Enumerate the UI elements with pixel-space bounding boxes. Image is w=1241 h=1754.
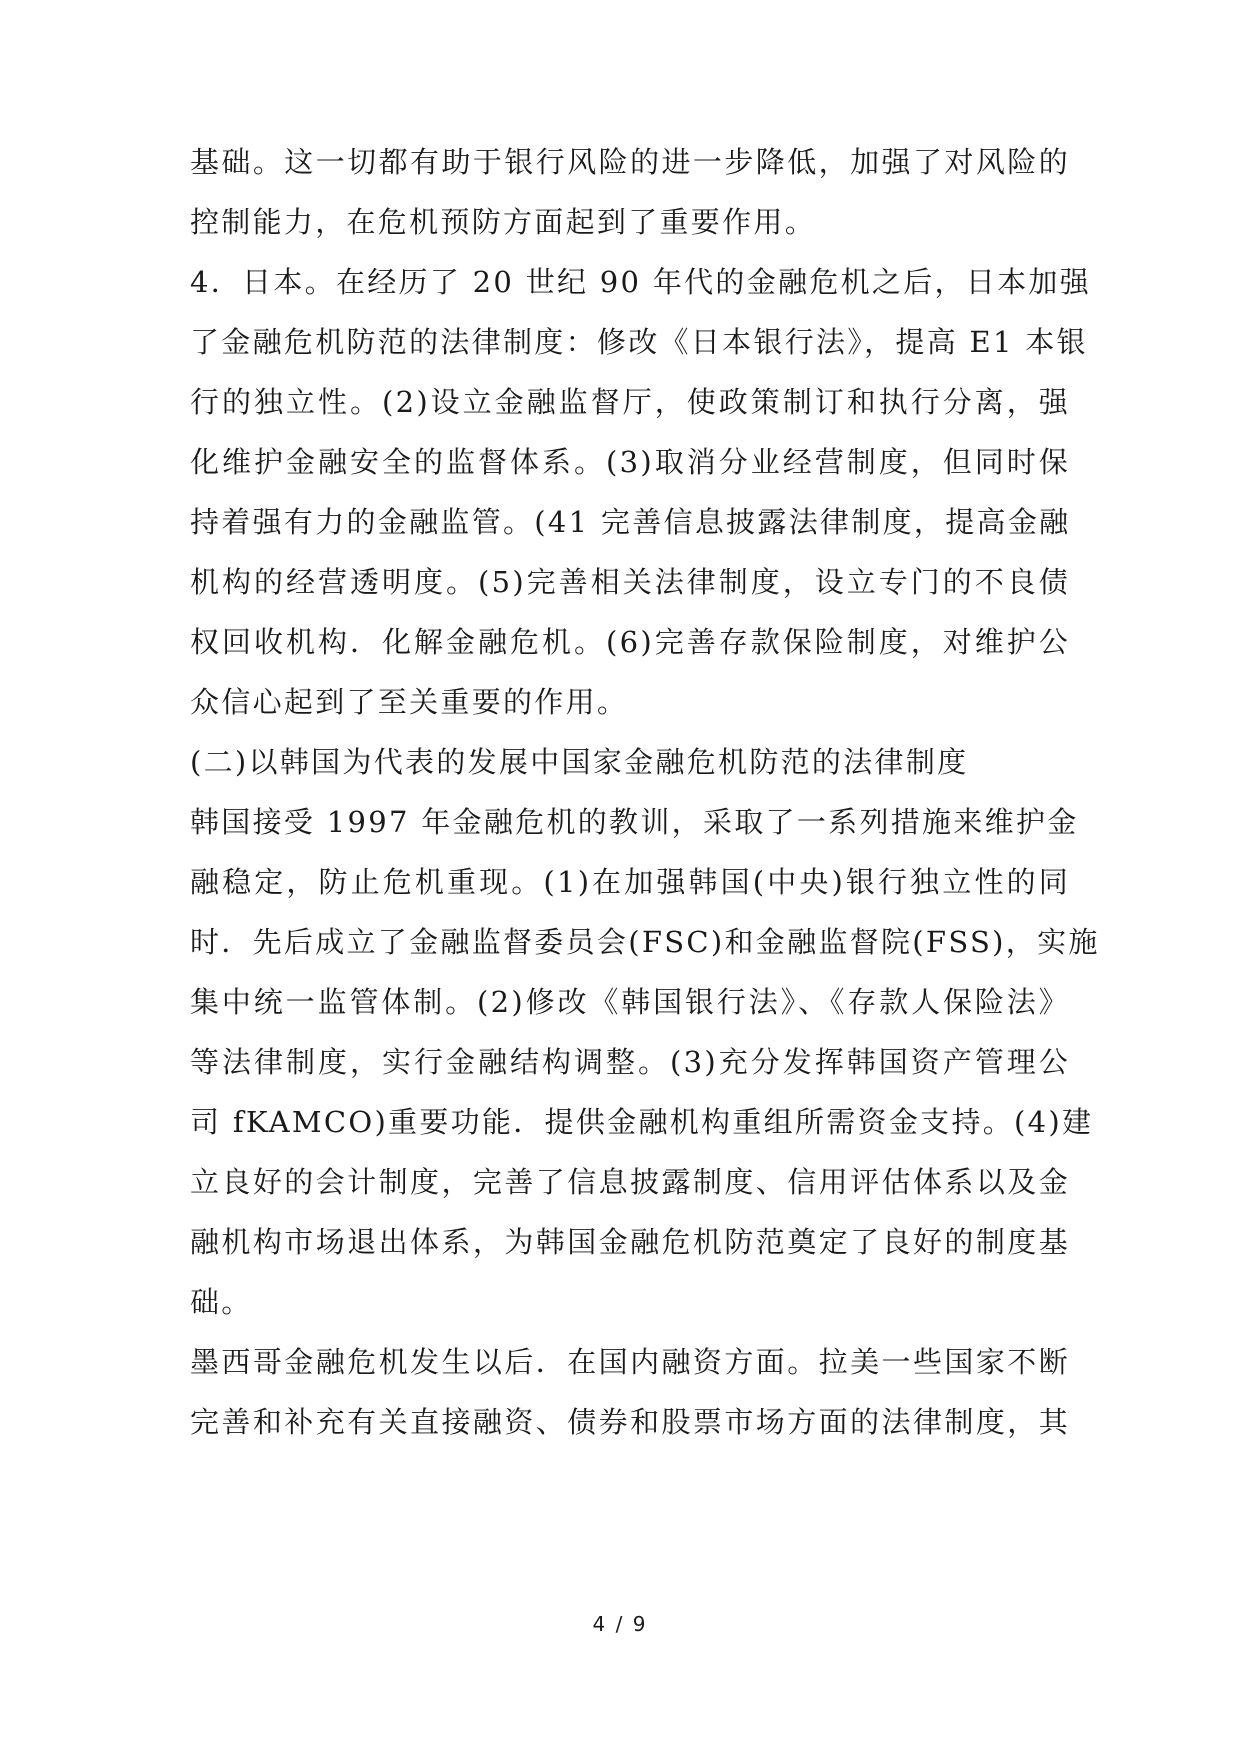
text-line: 础。 <box>190 1285 253 1319</box>
text-line: 集中统一监管体制。(2)修改《韩国银行法》、《存款人保险法》 <box>190 985 1070 1019</box>
text-line: 完善和补充有关直接融资、债券和股票市场方面的法律制度，其 <box>190 1405 1070 1439</box>
text-line: 4．日本。在经历了 20 世纪 90 年代的金融危机之后，日本加强 <box>190 265 1092 299</box>
text-line: 韩国接受 1997 年金融危机的教训，采取了一系列措施来维护金 <box>190 805 1079 839</box>
text-line: 等法律制度，实行金融结构调整。(3)充分发挥韩国资产管理公 <box>190 1045 1070 1079</box>
text-line: 了金融危机防范的法律制度：修改《日本银行法》，提高 E1 本银 <box>190 325 1088 359</box>
text-line: 基础。这一切都有助于银行风险的进一步降低，加强了对风险的 <box>190 145 1070 179</box>
text-line: 融稳定，防止危机重现。(1)在加强韩国(中央)银行独立性的同 <box>190 865 1070 899</box>
page-number: 4 / 9 <box>592 1612 648 1636</box>
text-line: 持着强有力的金融监管。(41 完善信息披露法律制度，提高金融 <box>190 505 1071 539</box>
section-heading: (二)以韩国为代表的发展中国家金融危机防范的法律制度 <box>190 745 969 779</box>
text-line: 控制能力，在危机预防方面起到了重要作用。 <box>190 205 817 239</box>
text-line: 众信心起到了至关重要的作用。 <box>190 685 629 719</box>
text-line: 融机构市场退出体系，为韩国金融危机防范奠定了良好的制度基 <box>190 1225 1070 1259</box>
text-line: 墨西哥金融危机发生以后．在国内融资方面。拉美一些国家不断 <box>190 1345 1070 1379</box>
text-line: 时．先后成立了金融监督委员会(FSC)和金融监督院(FSS)，实施 <box>190 925 1100 959</box>
text-line: 机构的经营透明度。(5)完善相关法律制度，设立专门的不良债 <box>190 565 1070 599</box>
text-line: 行的独立性。(2)设立金融监督厅，使政策制订和执行分离，强 <box>190 385 1070 419</box>
text-line: 司 fKAMCO)重要功能．提供金融机构重组所需资金支持。(4)建 <box>190 1105 1094 1139</box>
text-line: 化维护金融安全的监督体系。(3)取消分业经营制度，但同时保 <box>190 445 1070 479</box>
text-line: 权回收机构．化解金融危机。(6)完善存款保险制度，对维护公 <box>190 625 1070 659</box>
text-line: 立良好的会计制度，完善了信息披露制度、信用评估体系以及金 <box>190 1165 1070 1199</box>
